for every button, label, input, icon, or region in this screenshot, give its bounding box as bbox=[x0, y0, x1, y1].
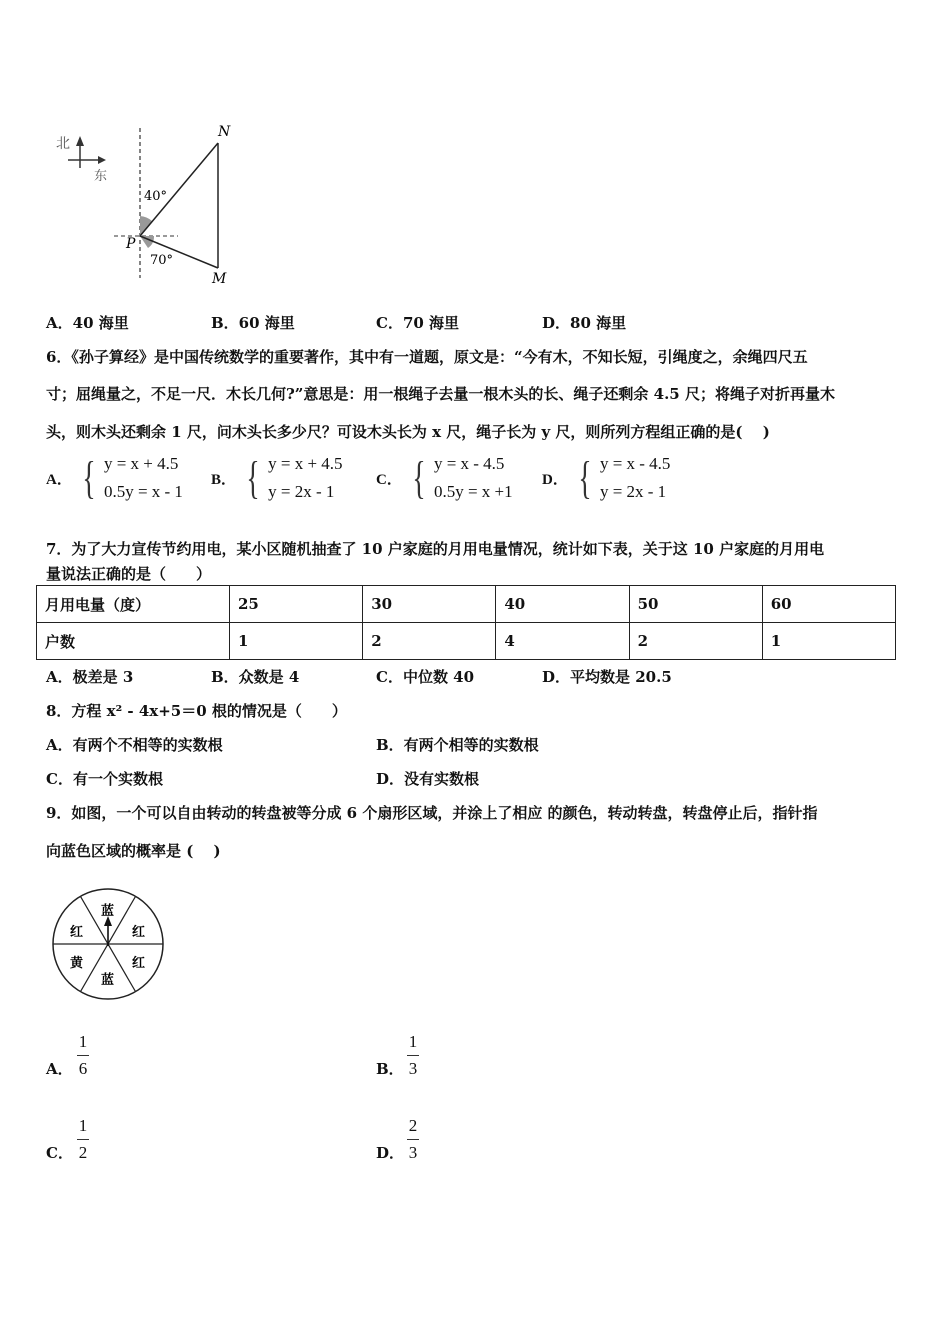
numerator: 2 bbox=[408, 1116, 418, 1135]
brace-icon: { bbox=[246, 452, 260, 503]
q9-option-c-label[interactable]: C． bbox=[46, 1144, 73, 1162]
direction-diagram bbox=[48, 118, 263, 290]
q5-option-c[interactable]: C．70 海里 bbox=[376, 314, 460, 332]
q6-d-eq1: y = x - 4.5 bbox=[599, 454, 671, 473]
table-cell: 60 bbox=[762, 586, 895, 623]
q9-option-d-label[interactable]: D． bbox=[376, 1144, 405, 1162]
q8-option-c[interactable]: C．有一个实数根 bbox=[46, 770, 163, 788]
table-row bbox=[37, 623, 896, 660]
q5-option-b[interactable]: B．60 海里 bbox=[211, 314, 295, 332]
point-p-label: P bbox=[126, 236, 136, 252]
q6-a-eq1: y = x + 4.5 bbox=[103, 454, 179, 473]
q6-line-1: 6．《孙子算经》是中国传统数学的重要著作，其中有一道题，原文是：“今有木，不知长短，引绳度之，余绳四尺五 bbox=[46, 348, 808, 366]
table-row bbox=[37, 586, 896, 623]
q7-option-d[interactable]: D．平均数是 20.5 bbox=[542, 668, 672, 686]
table-cell: 1 bbox=[230, 623, 363, 660]
angle-70-shade bbox=[140, 236, 154, 248]
q6-option-a-label: A． bbox=[46, 471, 72, 488]
table-cell: 户数 bbox=[37, 623, 230, 660]
q8-option-d[interactable]: D．没有实数根 bbox=[376, 770, 480, 788]
denominator: 3 bbox=[408, 1143, 418, 1162]
q6-option-b-label: B． bbox=[211, 471, 237, 488]
table-cell: 1 bbox=[762, 623, 895, 660]
q7-line-1: 7．为了大力宣传节约用电，某小区随机抽查了 10 户家庭的月用电量情况，统计如下表，关于这 10 户家庭的月用电 bbox=[46, 540, 825, 558]
sector-upper-right: 红 bbox=[132, 925, 146, 940]
usage-table bbox=[36, 585, 896, 660]
angle-40-label: 40° bbox=[144, 189, 168, 204]
q6-d-eq2: y = 2x - 1 bbox=[599, 482, 667, 501]
angle-70-label: 70° bbox=[150, 253, 174, 268]
table-cell: 40 bbox=[496, 586, 629, 623]
sector-top: 蓝 bbox=[101, 904, 115, 919]
table-cell: 30 bbox=[363, 586, 496, 623]
table-cell: 2 bbox=[629, 623, 762, 660]
table-cell: 月用电量（度） bbox=[37, 586, 230, 623]
q6-c-eq1: y = x - 4.5 bbox=[433, 454, 505, 473]
q5-option-a[interactable]: A．40 海里 bbox=[46, 314, 129, 332]
q9-line-2: 向蓝色区域的概率是 ( ) bbox=[46, 842, 221, 860]
north-label: 北 bbox=[56, 136, 70, 152]
q9-option-a-fraction bbox=[77, 1032, 89, 1079]
q9-option-a-label[interactable]: A． bbox=[46, 1060, 73, 1078]
q6-option-a[interactable] bbox=[46, 450, 183, 506]
q6-line-2: 寸；屈绳量之，不足一尺．木长几何?”意思是：用一根绳子去量一根木头的长、绳子还剩余 4.5 尺；将绳子对折再量木 bbox=[46, 385, 835, 403]
sector-lower-left: 黄 bbox=[70, 956, 84, 971]
q7-option-b[interactable]: B．众数是 4 bbox=[211, 668, 300, 686]
brace-icon: { bbox=[412, 452, 426, 503]
denominator: 3 bbox=[408, 1059, 418, 1078]
q7-option-a[interactable]: A．极差是 3 bbox=[46, 668, 134, 686]
q8-option-b[interactable]: B．有两个相等的实数根 bbox=[376, 736, 539, 754]
numerator: 1 bbox=[78, 1032, 88, 1051]
q8-stem: 8．方程 x² - 4x+5＝0 根的情况是（ ） bbox=[46, 702, 347, 720]
table-cell: 4 bbox=[496, 623, 629, 660]
denominator: 2 bbox=[78, 1143, 88, 1162]
q6-option-c-label: C． bbox=[376, 471, 402, 488]
table-cell: 25 bbox=[230, 586, 363, 623]
q9-option-d-fraction bbox=[407, 1116, 419, 1163]
numerator: 1 bbox=[408, 1032, 418, 1051]
brace-icon: { bbox=[82, 452, 96, 503]
east-label: 东 bbox=[94, 169, 108, 184]
q6-b-eq2: y = 2x - 1 bbox=[268, 482, 335, 501]
brace-icon: { bbox=[578, 452, 592, 503]
q9-option-c-fraction bbox=[77, 1116, 89, 1163]
q6-option-b[interactable] bbox=[211, 450, 343, 506]
table-cell: 50 bbox=[629, 586, 762, 623]
q7-option-c[interactable]: C．中位数 40 bbox=[376, 668, 475, 686]
q6-option-c[interactable] bbox=[376, 450, 513, 506]
table-cell: 2 bbox=[363, 623, 496, 660]
q8-option-a[interactable]: A．有两个不相等的实数根 bbox=[46, 736, 223, 754]
q6-a-eq2: 0.5y = x - 1 bbox=[103, 482, 183, 501]
denominator: 6 bbox=[78, 1059, 88, 1078]
point-n-label: N bbox=[218, 124, 231, 140]
q9-option-b-fraction bbox=[407, 1032, 419, 1079]
numerator: 1 bbox=[78, 1116, 88, 1135]
sector-lower-right: 红 bbox=[132, 956, 146, 971]
point-m-label: M bbox=[212, 271, 227, 287]
q7-line-2: 量说法正确的是（ ） bbox=[46, 565, 212, 583]
q6-c-eq2: 0.5y = x +1 bbox=[433, 482, 513, 501]
q5-option-d[interactable]: D．80 海里 bbox=[542, 314, 627, 332]
sector-bottom: 蓝 bbox=[101, 973, 115, 988]
east-arrow-head bbox=[98, 156, 106, 164]
q6-option-d[interactable] bbox=[542, 450, 670, 506]
q6-line-3: 头，则木头还剩余 1 尺，问木头长多少尺？可设木头长为 x 尺，绳子长为 y 尺，则所列方程组正确的是( ) bbox=[46, 423, 770, 441]
north-arrow-head bbox=[76, 136, 84, 146]
sector-upper-left: 红 bbox=[70, 925, 84, 940]
q9-option-b-label[interactable]: B． bbox=[376, 1060, 404, 1078]
spinner-wheel bbox=[48, 888, 174, 1004]
q9-line-1: 9．如图，一个可以自由转动的转盘被等分成 6 个扇形区域，并涂上了相应 的颜色，转动转盘，转盘停止后，指针指 bbox=[46, 804, 818, 822]
q6-b-eq1: y = x + 4.5 bbox=[268, 454, 343, 473]
q6-option-d-label: D． bbox=[542, 471, 568, 488]
